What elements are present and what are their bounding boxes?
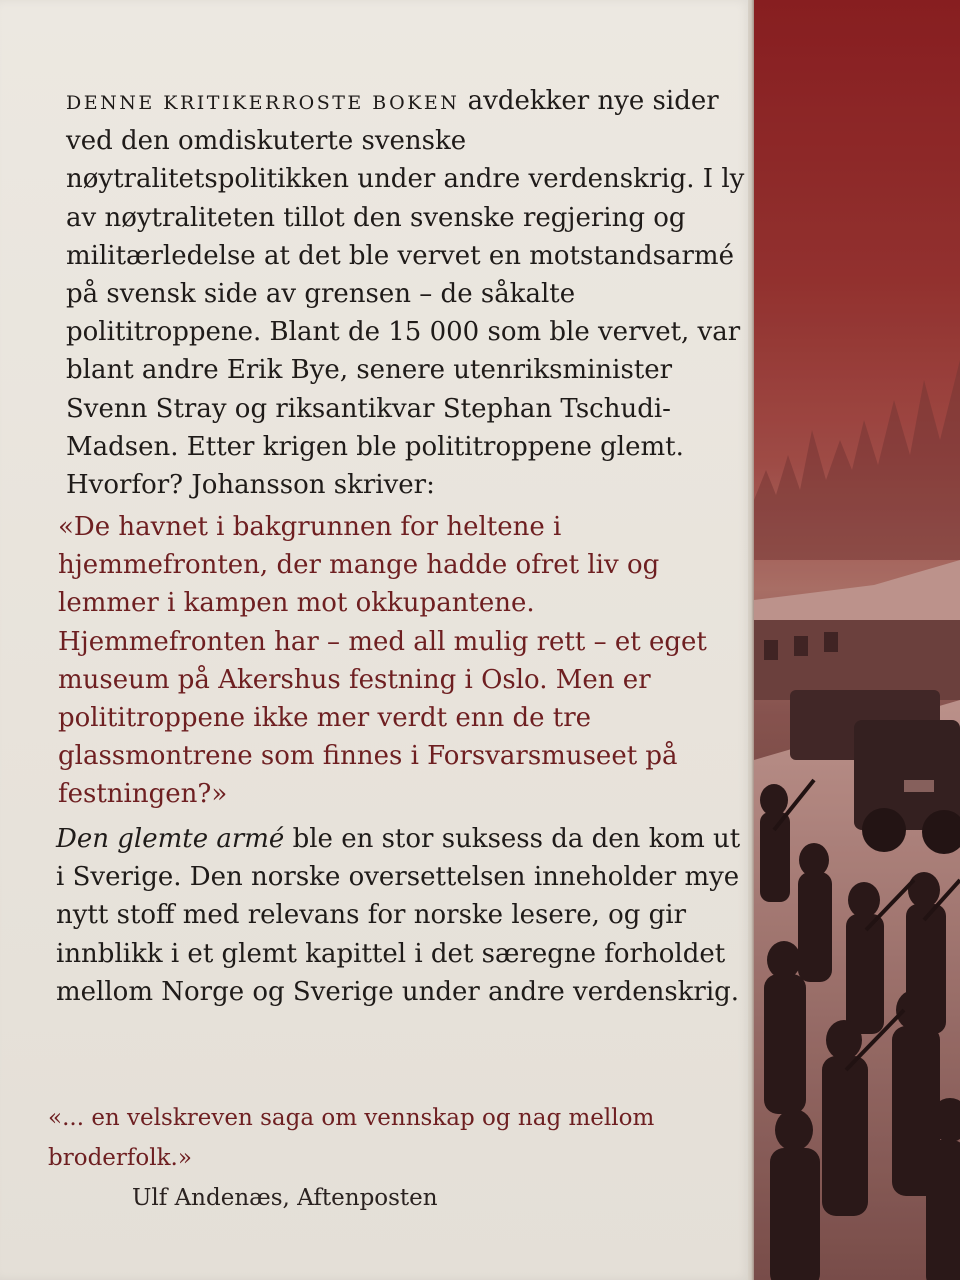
intro-lead-smallcaps: DENNE KRITIKERROSTE BOKEN: [66, 92, 460, 114]
review-quote: «... en velskreven saga om vennskap og nag mellom broderfolk.»: [48, 1105, 655, 1171]
author-quote: «De havnet i bakgrunnen for heltene i hjemmefronten, der mange hadde ofret liv og lemmer i kampen mot okkupantene. Hjemmefronten har – med all mulig rett – et eget museum på Akershus festning i Oslo. Men er polititroppene ikke mer verdt enn de tre glassmontrene som finnes i Forsvarsmuseet på festningen?»: [58, 512, 707, 810]
closing-text: ble en stor suksess da den kom ut i Sverige. Den norske oversettelsen inneholder mye nytt stoff med relevans for norske lesere, og gir innblikk i et glemt kapittel i det særegne forholdet mellom Norge og Sverige under andre verdenskrig.: [56, 824, 741, 1007]
review-blurb: [48, 1098, 748, 1218]
closing-paragraph: [56, 820, 746, 1011]
cover-photo-soldiers-marching: [754, 0, 960, 1280]
photo-illustration: [754, 0, 960, 1280]
intro-text: avdekker nye sider ved den omdiskuterte svenske nøytralitetspolitikken under andre verdenskrig. I ly av nøytraliteten tillot den svenske regjering og militærledelse at det ble vervet en motstandsarmé på svensk side av grensen – de såkalte polititroppene. Blant de 15 000 som ble vervet, var blant andre Erik Bye, senere utenriksminister Svenn Stray og riksantikvar Stephan Tschudi-Madsen. Etter krigen ble polititroppene glemt. Hvorfor? Johansson skriver:: [66, 86, 745, 501]
review-source: Ulf Andenæs, Aftenposten: [132, 1185, 438, 1211]
intro-paragraph: [66, 82, 746, 504]
book-title-italic: Den glemte armé: [56, 824, 285, 854]
